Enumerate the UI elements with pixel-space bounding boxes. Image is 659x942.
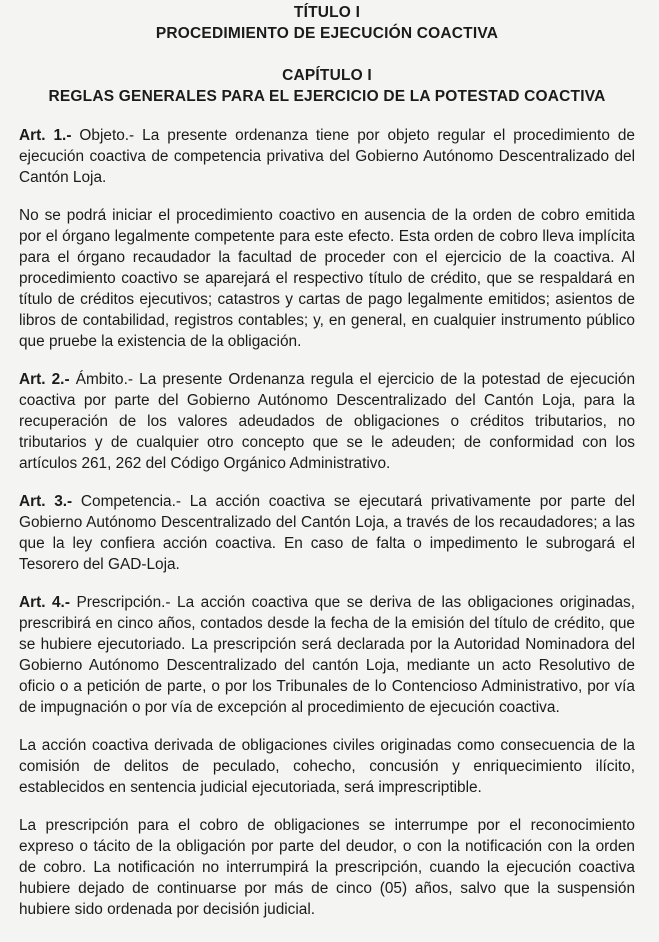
- article-1-paragraph-2: [19, 205, 635, 352]
- article-text: Objeto.- La presente ordenanza tiene por objeto regular el procedimiento de ejecución coactiva de competencia privativa del Gobierno Autónomo Descentralizado del Cantón Loja.: [19, 127, 635, 186]
- article-text: Ámbito.- La presente Ordenanza regula el ejercicio de la potestad de ejecución coactiva por parte del Gobierno Autónomo Descentralizado del Cantón Loja, para la recuperación de los valores adeudados de obligaciones o créditos tributarios, no tributarios y de cualquier otro concepto que se le adeuden; de conformidad con los artículos 261, 262 del Código Orgánico Administrativo.: [19, 371, 635, 472]
- article-1: [19, 125, 635, 188]
- article-paragraph: La acción coactiva derivada de obligaciones civiles originadas como consecuencia de la comisión de delitos de peculado, cohecho, concusión y enriquecimiento ilícito, establecidos en sentencia judicial ejecutoriada, será imprescriptible.: [19, 737, 635, 796]
- article-paragraph: [19, 369, 635, 474]
- article-4-paragraph-2: [19, 735, 635, 798]
- article-4-paragraph-3: [19, 815, 635, 920]
- article-4: [19, 592, 635, 718]
- article-text: Competencia.- La acción coactiva se ejecutará privativamente por parte del Gobierno Autónomo Descentralizado del Cantón Loja, a través de los recaudadores; a las que la ley confiera acción coactiva. En caso de falta o impedimento le subrogará el Tesorero del GAD-Loja.: [19, 493, 635, 573]
- article-number: Art. 3.-: [19, 493, 73, 510]
- title-subject: PROCEDIMIENTO DE EJECUCIÓN COACTIVA: [155, 25, 499, 42]
- article-paragraph: [19, 491, 635, 575]
- article-paragraph: No se podrá iniciar el procedimiento coactivo en ausencia de la orden de cobro emitida por el órgano legalmente competente para este efecto. Esta orden de cobro lleva implícita para el órgano recaudador la facultad de proceder con el ejercicio de la coactiva. Al procedimiento coactivo se aparejará el respectivo título de crédito, que se respaldará en título de créditos ejecutivos; catastros y cartas de pago legalmente emitidos; asientos de libros de contabilidad, registros contables; y, en general, en cualquier instrumento público que pruebe la existencia de la obligación.: [19, 207, 635, 350]
- chapter-subject: REGLAS GENERALES PARA EL EJERCICIO DE LA POTESTAD COACTIVA: [48, 88, 606, 105]
- article-number: Art. 4.-: [19, 594, 70, 611]
- chapter-heading: CAPÍTULO I: [282, 67, 372, 84]
- article-paragraph: [19, 125, 635, 188]
- article-paragraph: [19, 592, 635, 718]
- article-2: [19, 369, 635, 474]
- title-heading: TÍTULO I: [293, 4, 361, 21]
- article-paragraph: La prescripción para el cobro de obligaciones se interrumpe por el reconocimiento expreso o tácito de la obligación por parte del deudor, o con la notificación con la orden de cobro. La notificación no interrumpirá la prescripción, cuando la ejecución coactiva hubiere dejado de continuarse por más de cinco (05) años, salvo que la suspensión hubiere sido ordenada por decisión judicial.: [19, 817, 635, 918]
- article-number: Art. 1.-: [19, 127, 72, 144]
- article-number: Art. 2.-: [19, 371, 70, 388]
- article-3: [19, 491, 635, 575]
- article-text: Prescripción.- La acción coactiva que se deriva de las obligaciones originadas, prescribirá en cinco años, contados desde la fecha de la emisión del título de crédito, que se hubiere ejecutoriado. La prescripción será declarada por la Autoridad Nominadora del Gobierno Autónomo Descentralizado del cantón Loja, mediante un acto Resolutivo de oficio o a petición de parte, o por los Tribunales de lo Contencioso Administrativo, por vía de impugnación o por vía de excepción al procedimiento de ejecución coactiva.: [19, 594, 636, 716]
